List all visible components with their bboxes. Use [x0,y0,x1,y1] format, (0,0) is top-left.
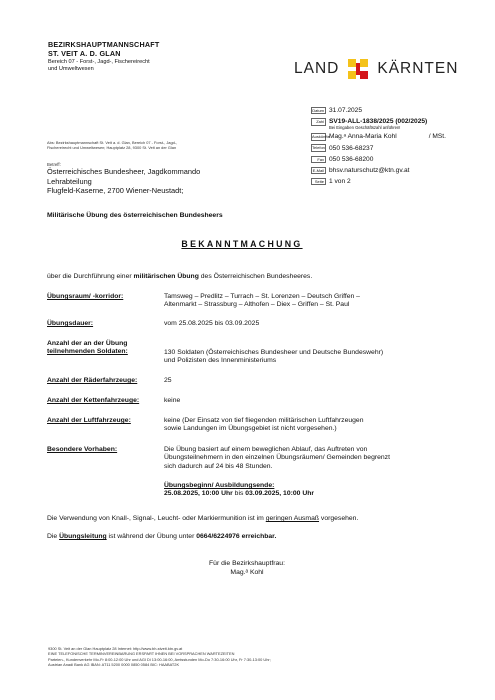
dauer-label: Übungsdauer: [47,320,94,327]
signature-line2: Mag.ᵃ Kohl [230,568,264,576]
rad-label: Anzahl der Räderfahrzeuge: [47,377,138,384]
dauer-value: vom 25.08.2025 bis 03.09.2025 [164,320,260,327]
zahl-label: Zahl [311,118,326,126]
footer-line2: EINE TELEFONISCHE TERMINVEREINBARUNG ERSPART IHNEN BEI VORSPRACHEN WARTEZEITEN [48,651,235,657]
sender-line1: Abs: Bezirkshauptmannschaft St. Veit a. d. Glan, Bereich 07 - Forst-, Jagd-, [47,140,178,145]
bes-line1: Die Übung basiert auf einem beweglichen Ablauf, das Auftreten von [164,446,368,453]
raum-line1: Tamsweg – Predlitz – Turrach – St. Lorenzen – Deutsch Griffen – [164,293,360,300]
authority-department-line2: und Umweltwesen [48,66,94,72]
luft-line1: keine (Der Einsatz von tief fliegenden militärischen Luftfahrzeugen [164,417,364,424]
coat-of-arms-icon [348,59,368,79]
recipient-line2: Lehrabteilung [47,176,92,186]
beginn-line [164,490,454,498]
leitung-paragraph [47,532,467,541]
sender-line2: Fischereirecht und Umweltwesen; Hauptplatz 28, 9300 St. Veit an der Glan [47,145,177,150]
leitung-mid: ist während der Übung unter [106,533,197,540]
kette-value: keine [164,397,181,404]
reference-info-block [311,105,471,187]
leitung-bold-underline: Übungsleitung [59,533,107,540]
raum-value [164,293,454,310]
leitung-pre: Die [47,533,60,540]
telefon-label: Telefon [312,145,325,151]
info-row-auskunft [311,131,471,142]
beginn-start: 25.08.2025, 10:00 Uhr [164,490,233,498]
fax-value: 050 536-68200 [329,155,374,163]
auskunft-extra: / MSt. [428,133,446,141]
teil-value [164,349,454,366]
heading-text: BEKANNTMACHUNG [181,239,303,249]
leitung-phone[interactable]: 0664/6224976 erreichbar. [196,533,277,540]
beginn-block [164,482,454,499]
datum-value: 31.07.2025 [329,107,363,115]
bes-line2: Übungsteilnehmern in den einzelnen Übungsräumen/ Gemeinden begrenzt [164,454,390,462]
seite-label: Seite [311,178,326,186]
land-kaernten-logo [294,57,458,81]
munition-paragraph [47,514,467,523]
authority-header [48,40,248,73]
knall-pre: Die Verwendung von Knall-, Signal-, Leucht- oder Markiermunition ist im [47,515,266,522]
teil-label-line2: teilnehmenden Soldaten: [47,348,128,356]
knall-underline: geringen Ausmaß [265,515,320,522]
beginn-mid: bis [232,490,246,498]
intro-paragraph [47,272,467,281]
beginn-end: 03.09.2025, 10:00 Uhr [245,490,315,498]
page-footer [48,646,468,668]
email-value[interactable]: bhsv.naturschutz@ktn.gv.at [329,167,410,175]
teil-label-line1: Anzahl der an der Übung [47,340,128,347]
datum-label: Datum [312,107,324,113]
authority-name-line1: BEZIRKSHAUPTMANNSCHAFT [48,40,160,49]
info-row-datum [311,105,471,116]
zahl-value: SV19-ALL-1838/2025 (002/2025) [329,118,428,126]
subject-line: Militärische Übung des österreichischen Bundesheers [47,212,223,219]
luft-line2: sowie Landungen im Übungsgebiet ist nicht vorgesehen.) [164,425,337,433]
authority-name-line2: ST. VEIT A. D. GLAN [48,49,121,58]
footer-line1: 9300 St. Veit an der Glan Hauptplatz 28 Internet: http://www.bh-stveit.ktn.gv.at [48,646,183,651]
teil-line1: 130 Soldaten (Österreichisches Bundesheer und Deutsche Bundeswehr) [164,349,384,356]
rad-value: 25 [164,377,172,384]
fax-label: Fax [311,156,326,164]
footer-line3: Parteien-, Kundenverkehr Mo-Fr 8:00-12:00 Uhr und AGI Di 13:00-16:00, Amtsstunden Mo-Do 7:30-16:00 Uhr, Fr 7:30-13:00 Uhr; [48,656,271,662]
beginn-title: Übungsbeginn/ Ausbildungsende: [164,482,275,489]
info-row-telefon [311,143,471,154]
intro-bold: militärischen Übung [133,273,199,280]
logo-word-land: LAND [294,60,340,77]
email-label: E-Mail [312,167,324,173]
teil-line2: und Polizisten des Innenministeriums [164,357,277,365]
teil-label [47,340,128,356]
raum-line2: Altenmarkt – Strassburg – Althofen – Diex – Griffen – St. Paul [164,301,350,309]
recipient-line1: Österreichisches Bundesheer, Jagdkommando [47,167,201,176]
auskunft-value: Mag.ᵃ Anna-Maria Kohl [329,133,397,141]
bes-value [164,446,454,471]
recipient-line3: Flugfeld-Kaserne, 2700 Wiener-Neustadt; [47,186,184,196]
luft-label: Anzahl der Luftfahrzeuge: [47,417,131,424]
intro-pre: über die Durchführung einer [47,273,134,280]
logo-word-kaernten: KÄRNTEN [377,60,459,77]
knall-post: vorgesehen. [319,515,359,522]
telefon-value: 050 536-68237 [329,144,374,152]
info-row-fax [311,154,471,165]
auskunft-label: Auskünfte [312,134,330,140]
kette-label: Anzahl der Kettenfahrzeuge: [47,397,140,404]
recipient-block [47,162,277,196]
signature-line1: Für die Bezirkshauptfrau: [209,560,285,567]
zahl-note: Bei Eingaben Geschäftszahl anführen! [329,124,401,130]
footer-line4: Austrian Anadi Bank AG IBAN: AT11 5200 0000 0850 0584 BIC: HAABAT2K [48,662,180,668]
document-heading [47,239,437,249]
authority-department-line1: Bereich 07 - Forst-, Jagd-, Fischereirecht [48,59,150,65]
luft-value [164,417,454,434]
sender-line [47,140,277,150]
signature-block [47,560,447,578]
seite-value: 1 von 2 [329,178,351,186]
bes-line3: sich dadurch auf 24 bis 48 Stunden. [164,462,273,470]
info-row-email [311,165,471,176]
info-row-seite [311,176,471,187]
intro-post: des Österreichischen Bundesheeres. [198,273,313,280]
raum-label: Übungsraum/ -korridor: [47,293,124,300]
bes-label: Besondere Vorhaben: [47,446,118,453]
recipient-label: Betreff: [47,162,61,167]
